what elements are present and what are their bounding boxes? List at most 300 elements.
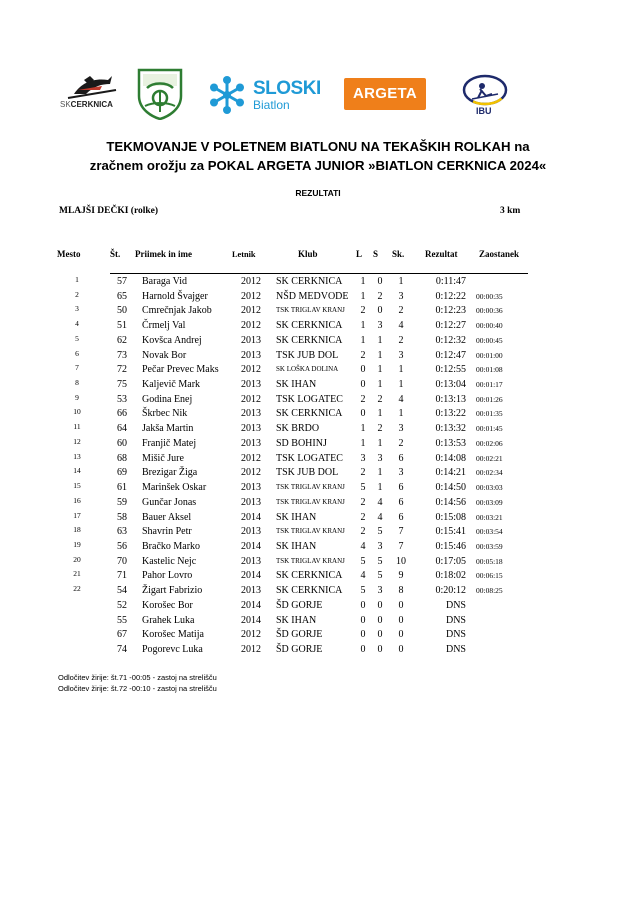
table-row xyxy=(0,512,636,527)
bib-cell: 55 xyxy=(117,614,127,626)
table-row xyxy=(0,320,636,335)
gap-cell: 00:00:35 xyxy=(476,291,503,301)
result-cell: 0:12:32 xyxy=(435,334,466,346)
total-misses-cell: 6 xyxy=(398,482,404,494)
table-row xyxy=(0,482,636,497)
header-s: S xyxy=(373,249,379,259)
club-cell: SK LOŠKA DOLINA xyxy=(276,365,339,374)
name-cell: Korošec Matija xyxy=(142,629,204,641)
place-cell: 9 xyxy=(75,392,79,402)
standing-misses-cell: 1 xyxy=(377,379,383,391)
total-misses-cell: 4 xyxy=(398,393,404,405)
place-cell: 13 xyxy=(73,451,81,461)
standing-misses-cell: 3 xyxy=(377,585,383,597)
prone-misses-cell: 0 xyxy=(360,379,366,391)
name-cell: Marinšek Oskar xyxy=(142,482,207,494)
club-cell: TSK TRIGLAV KRANJ xyxy=(276,527,345,536)
gap-cell: 00:03:09 xyxy=(476,497,503,507)
standing-misses-cell: 1 xyxy=(377,482,383,494)
gap-cell: 00:00:40 xyxy=(476,321,503,331)
prone-misses-cell: 2 xyxy=(360,393,366,405)
results-subtitle: REZULTATI xyxy=(295,188,341,198)
table-row xyxy=(0,423,636,438)
name-cell: Žigart Fabrizio xyxy=(142,585,203,597)
bib-cell: 73 xyxy=(117,349,127,361)
distance-label: 3 km xyxy=(500,206,521,216)
prone-misses-cell: 3 xyxy=(360,452,366,464)
name-cell: Jakša Martin xyxy=(142,423,194,435)
table-row xyxy=(0,291,636,306)
table-row xyxy=(0,570,636,585)
bib-cell: 66 xyxy=(117,408,127,420)
name-cell: Bračko Marko xyxy=(142,540,201,552)
bib-cell: 56 xyxy=(117,540,127,552)
club-cell: TSK TRIGLAV KRANJ xyxy=(276,497,345,506)
prone-misses-cell: 2 xyxy=(360,496,366,508)
club-cell: TSK JUB DOL xyxy=(276,349,339,361)
bib-cell: 71 xyxy=(117,570,127,582)
total-misses-cell: 9 xyxy=(398,570,404,582)
place-cell: 16 xyxy=(73,495,81,505)
year-cell: 2012 xyxy=(241,644,261,655)
bib-cell: 65 xyxy=(117,290,127,302)
standing-misses-cell: 0 xyxy=(377,599,383,611)
club-cell: TSK TRIGLAV KRANJ xyxy=(276,306,345,315)
sk-cerknica-text: SKCERKNICA xyxy=(60,100,113,109)
gap-cell: 00:03:03 xyxy=(476,483,503,493)
name-cell: Kovšca Andrej xyxy=(142,334,202,346)
total-misses-cell: 1 xyxy=(398,276,404,287)
place-cell: 3 xyxy=(75,304,79,314)
result-cell: 0:15:41 xyxy=(435,526,466,538)
prone-misses-cell: 1 xyxy=(360,423,366,435)
table-row xyxy=(0,394,636,409)
result-cell: DNS xyxy=(445,599,466,611)
year-cell: 2013 xyxy=(241,437,261,449)
header-ime: Priimek in ime xyxy=(135,249,192,259)
result-cell: 0:15:46 xyxy=(435,540,466,552)
club-cell: ŠD GORJE xyxy=(276,599,323,611)
prone-misses-cell: 1 xyxy=(360,290,366,302)
result-cell: DNS xyxy=(445,614,466,626)
table-row xyxy=(0,629,636,644)
prone-misses-cell: 1 xyxy=(360,320,366,332)
place-cell: 14 xyxy=(73,466,81,476)
total-misses-cell: 7 xyxy=(398,540,404,552)
name-cell: Novak Bor xyxy=(142,349,187,361)
standing-misses-cell: 1 xyxy=(377,364,383,376)
skier-icon xyxy=(60,72,126,102)
name-cell: Cmrečnjak Jakob xyxy=(142,305,212,317)
result-cell: 0:12:47 xyxy=(435,349,466,361)
standing-misses-cell: 0 xyxy=(377,644,383,655)
result-cell: 0:12:22 xyxy=(435,290,466,302)
year-cell: 2013 xyxy=(241,408,261,420)
gap-cell: 00:01:45 xyxy=(476,424,503,434)
place-cell: 6 xyxy=(75,348,79,358)
result-cell: 0:20:12 xyxy=(435,585,466,597)
club-cell: SK CERKNICA xyxy=(276,276,343,287)
place-cell: 7 xyxy=(75,363,79,373)
page-title-line-1: TEKMOVANJE V POLETNEM BIATLONU NA TEKAŠKIH ROLKAH na xyxy=(106,139,530,154)
year-cell: 2013 xyxy=(241,526,261,538)
result-cell: 0:14:50 xyxy=(435,482,466,494)
gap-cell: 00:01:00 xyxy=(476,350,503,360)
club-cell: SK IHAN xyxy=(276,540,317,552)
total-misses-cell: 6 xyxy=(398,496,404,508)
year-cell: 2013 xyxy=(241,423,261,435)
bib-cell: 57 xyxy=(117,276,127,287)
year-cell: 2013 xyxy=(241,482,261,494)
name-cell: Gunčar Jonas xyxy=(142,496,197,508)
municipality-crest-logo xyxy=(137,68,183,120)
standing-misses-cell: 0 xyxy=(377,276,383,287)
table-row xyxy=(0,379,636,394)
year-cell: 2013 xyxy=(241,379,261,391)
prone-misses-cell: 1 xyxy=(360,276,366,287)
name-cell: Franjič Matej xyxy=(142,437,197,449)
club-cell: TSK TRIGLAV KRANJ xyxy=(276,483,345,492)
table-row xyxy=(0,276,636,291)
bib-cell: 72 xyxy=(117,364,127,376)
name-cell: Kaljevič Mark xyxy=(142,379,201,391)
year-cell: 2012 xyxy=(241,276,261,287)
table-row xyxy=(0,615,636,630)
year-cell: 2013 xyxy=(241,349,261,361)
table-row xyxy=(0,585,636,600)
standing-misses-cell: 4 xyxy=(377,511,383,523)
name-cell: Brezigar Žiga xyxy=(142,467,198,479)
header-klub: Klub xyxy=(298,249,318,259)
name-cell: Pogorevc Luka xyxy=(142,644,203,655)
result-cell: 0:14:21 xyxy=(435,467,466,479)
gap-cell: 00:00:45 xyxy=(476,335,503,345)
standing-misses-cell: 0 xyxy=(377,614,383,626)
prone-misses-cell: 0 xyxy=(360,629,366,641)
standing-misses-cell: 3 xyxy=(377,540,383,552)
name-cell: Bauer Aksel xyxy=(142,511,192,523)
gap-cell: 00:02:34 xyxy=(476,468,503,478)
prone-misses-cell: 5 xyxy=(360,482,366,494)
result-cell: 0:18:02 xyxy=(435,570,466,582)
bib-cell: 64 xyxy=(117,423,127,435)
total-misses-cell: 1 xyxy=(398,408,404,420)
result-cell: 0:13:22 xyxy=(435,408,466,420)
standing-misses-cell: 5 xyxy=(377,526,383,538)
year-cell: 2014 xyxy=(241,511,261,523)
bib-cell: 74 xyxy=(117,644,127,655)
bib-cell: 68 xyxy=(117,452,127,464)
gap-cell: 00:08:25 xyxy=(476,586,503,596)
prone-misses-cell: 2 xyxy=(360,467,366,479)
table-row xyxy=(0,364,636,379)
gap-cell: 00:06:15 xyxy=(476,571,503,581)
bib-cell: 63 xyxy=(117,526,127,538)
biatlon-text: Biatlon xyxy=(253,98,290,112)
total-misses-cell: 3 xyxy=(398,349,404,361)
bib-cell: 53 xyxy=(117,393,127,405)
name-cell: Mišič Jure xyxy=(142,452,184,464)
sk-cerknica-logo xyxy=(60,72,126,114)
gap-cell: 00:01:26 xyxy=(476,394,503,404)
table-row xyxy=(0,335,636,350)
place-cell: 17 xyxy=(73,510,81,520)
place-cell: 19 xyxy=(73,539,81,549)
total-misses-cell: 0 xyxy=(398,644,404,655)
bib-cell: 67 xyxy=(117,629,127,641)
header-rezultat: Rezultat xyxy=(425,249,458,259)
category-label: MLAJŠI DEČKI (rolke) xyxy=(59,206,159,216)
table-row xyxy=(0,644,636,659)
club-cell: SK CERKNICA xyxy=(276,585,343,597)
sloski-biatlon-logo xyxy=(204,70,322,118)
year-cell: 2012 xyxy=(241,290,261,302)
place-cell: 21 xyxy=(73,569,81,579)
place-cell: 4 xyxy=(75,319,79,329)
result-cell: 0:12:55 xyxy=(435,364,466,376)
snowflake-icon xyxy=(204,72,250,118)
bib-cell: 58 xyxy=(117,511,127,523)
table-row xyxy=(0,350,636,365)
header-st: Št. xyxy=(110,249,121,259)
place-cell: 10 xyxy=(73,407,81,417)
prone-misses-cell: 0 xyxy=(360,364,366,376)
header-zaostanek: Zaostanek xyxy=(479,249,520,259)
table-row xyxy=(0,600,636,615)
standing-misses-cell: 1 xyxy=(377,334,383,346)
place-cell: 1 xyxy=(75,275,79,284)
bib-cell: 54 xyxy=(117,585,127,597)
result-cell: DNS xyxy=(445,629,466,641)
total-misses-cell: 3 xyxy=(398,467,404,479)
table-row xyxy=(0,453,636,468)
club-cell: SK IHAN xyxy=(276,511,317,523)
gap-cell: 00:00:36 xyxy=(476,306,503,316)
year-cell: 2012 xyxy=(241,320,261,332)
club-cell: TSK TRIGLAV KRANJ xyxy=(276,556,345,565)
total-misses-cell: 10 xyxy=(396,555,406,567)
name-cell: Črmelj Val xyxy=(142,320,186,332)
place-cell: 8 xyxy=(75,378,79,388)
page-title-line-2: zračnem orožju za POKAL ARGETA JUNIOR »BIATLON CERKNICA 2024« xyxy=(89,158,547,173)
prone-misses-cell: 2 xyxy=(360,349,366,361)
club-cell: SK CERKNICA xyxy=(276,570,343,582)
prone-misses-cell: 4 xyxy=(360,540,366,552)
club-cell: SK IHAN xyxy=(276,614,317,626)
ibu-logo xyxy=(460,72,510,120)
place-cell: 22 xyxy=(73,584,81,594)
total-misses-cell: 3 xyxy=(398,423,404,435)
table-row xyxy=(0,305,636,320)
place-cell: 20 xyxy=(73,554,81,564)
place-cell: 12 xyxy=(73,436,81,446)
place-cell: 11 xyxy=(73,422,81,432)
standing-misses-cell: 4 xyxy=(377,496,383,508)
result-cell: 0:15:08 xyxy=(435,511,466,523)
prone-misses-cell: 4 xyxy=(360,570,366,582)
result-cell: 0:11:47 xyxy=(435,276,466,287)
result-cell: DNS xyxy=(445,644,466,655)
bib-cell: 60 xyxy=(117,437,127,449)
bib-cell: 61 xyxy=(117,482,127,494)
total-misses-cell: 0 xyxy=(398,629,404,641)
total-misses-cell: 3 xyxy=(398,290,404,302)
club-cell: TSK LOGATEC xyxy=(276,393,343,405)
name-cell: Korošec Bor xyxy=(142,599,193,611)
total-misses-cell: 6 xyxy=(398,452,404,464)
standing-misses-cell: 0 xyxy=(377,305,383,317)
name-cell: Pahor Lovro xyxy=(142,570,193,582)
name-cell: Škrbec Nik xyxy=(142,408,188,420)
total-misses-cell: 0 xyxy=(398,599,404,611)
place-cell: 5 xyxy=(75,333,79,343)
total-misses-cell: 2 xyxy=(398,437,404,449)
result-cell: 0:13:13 xyxy=(435,393,466,405)
club-cell: SK CERKNICA xyxy=(276,320,343,332)
gap-cell: 00:01:17 xyxy=(476,380,503,390)
gap-cell: 00:01:35 xyxy=(476,409,503,419)
header-l: L xyxy=(356,249,363,259)
gap-cell: 00:02:21 xyxy=(476,453,503,463)
year-cell: 2012 xyxy=(241,364,261,376)
crest-icon xyxy=(137,68,183,120)
club-cell: SK CERKNICA xyxy=(276,408,343,420)
year-cell: 2013 xyxy=(241,496,261,508)
prone-misses-cell: 2 xyxy=(360,526,366,538)
table-row xyxy=(0,541,636,556)
year-cell: 2012 xyxy=(241,467,261,479)
place-cell: 18 xyxy=(73,525,81,535)
club-cell: SK CERKNICA xyxy=(276,334,343,346)
total-misses-cell: 0 xyxy=(398,614,404,626)
standing-misses-cell: 1 xyxy=(377,408,383,420)
standing-misses-cell: 2 xyxy=(377,290,383,302)
ibu-text: IBU xyxy=(476,106,492,116)
prone-misses-cell: 0 xyxy=(360,614,366,626)
club-cell: TSK JUB DOL xyxy=(276,467,339,479)
club-cell: SK IHAN xyxy=(276,379,317,391)
header-divider xyxy=(110,273,528,274)
bib-cell: 50 xyxy=(117,305,127,317)
result-cell: 0:12:27 xyxy=(435,320,466,332)
table-row xyxy=(0,467,636,482)
bib-cell: 69 xyxy=(117,467,127,479)
gap-cell: 00:05:18 xyxy=(476,556,503,566)
bib-cell: 62 xyxy=(117,334,127,346)
table-row xyxy=(0,408,636,423)
total-misses-cell: 4 xyxy=(398,320,404,332)
year-cell: 2012 xyxy=(241,452,261,464)
standing-misses-cell: 1 xyxy=(377,467,383,479)
prone-misses-cell: 2 xyxy=(360,511,366,523)
table-row xyxy=(0,526,636,541)
year-cell: 2013 xyxy=(241,585,261,597)
total-misses-cell: 2 xyxy=(398,305,404,317)
gap-cell: 00:03:59 xyxy=(476,541,503,551)
prone-misses-cell: 0 xyxy=(360,599,366,611)
bib-cell: 75 xyxy=(117,379,127,391)
standing-misses-cell: 1 xyxy=(377,349,383,361)
bib-cell: 51 xyxy=(117,320,127,332)
club-cell: SD BOHINJ xyxy=(276,437,327,449)
club-cell: TSK LOGATEC xyxy=(276,452,343,464)
header-sk: Sk. xyxy=(392,249,405,259)
result-cell: 0:13:32 xyxy=(435,423,466,435)
name-cell: Harnold Švajger xyxy=(142,290,208,302)
gap-cell: 00:02:06 xyxy=(476,438,503,448)
total-misses-cell: 1 xyxy=(398,379,404,391)
year-cell: 2014 xyxy=(241,570,261,582)
club-cell: NŠD MEDVODE xyxy=(276,290,349,302)
year-cell: 2012 xyxy=(241,393,261,405)
prone-misses-cell: 2 xyxy=(360,305,366,317)
year-cell: 2013 xyxy=(241,334,261,346)
name-cell: Pečar Prevec Maks xyxy=(142,364,219,376)
jury-note-1: Odločitev žirije: št.71 -00:05 - zastoj na strelišču xyxy=(58,673,217,682)
result-cell: 0:14:08 xyxy=(435,452,466,464)
prone-misses-cell: 1 xyxy=(360,437,366,449)
name-cell: Grahek Luka xyxy=(142,614,195,626)
name-cell: Baraga Vid xyxy=(142,276,188,287)
total-misses-cell: 1 xyxy=(398,364,404,376)
year-cell: 2013 xyxy=(241,555,261,567)
result-cell: 0:13:53 xyxy=(435,437,466,449)
total-misses-cell: 8 xyxy=(398,585,404,597)
ibu-emblem-icon xyxy=(460,72,510,108)
year-cell: 2012 xyxy=(241,629,261,641)
result-cell: 0:13:04 xyxy=(435,379,466,391)
sloski-text: SLOSKI xyxy=(253,78,321,99)
jury-notes xyxy=(58,672,217,694)
table-row xyxy=(0,438,636,453)
bib-cell: 59 xyxy=(117,496,127,508)
standing-misses-cell: 2 xyxy=(377,423,383,435)
standing-misses-cell: 3 xyxy=(377,320,383,332)
argeta-text: ARGETA xyxy=(352,85,418,102)
standing-misses-cell: 5 xyxy=(377,555,383,567)
prone-misses-cell: 1 xyxy=(360,334,366,346)
table-row xyxy=(0,497,636,512)
result-cell: 0:12:23 xyxy=(435,305,466,317)
standing-misses-cell: 5 xyxy=(377,570,383,582)
club-cell: ŠD GORJE xyxy=(276,644,323,655)
argeta-logo xyxy=(344,78,426,110)
year-cell: 2012 xyxy=(241,305,261,317)
gap-cell: 00:01:08 xyxy=(476,365,503,375)
table-row xyxy=(0,556,636,571)
header-letnik: Letnik xyxy=(232,250,256,259)
place-cell: 15 xyxy=(73,481,81,491)
total-misses-cell: 6 xyxy=(398,511,404,523)
name-cell: Godina Enej xyxy=(142,393,193,405)
bib-cell: 70 xyxy=(117,555,127,567)
total-misses-cell: 2 xyxy=(398,334,404,346)
prone-misses-cell: 5 xyxy=(360,585,366,597)
gap-cell: 00:03:21 xyxy=(476,512,503,522)
standing-misses-cell: 2 xyxy=(377,393,383,405)
year-cell: 2014 xyxy=(241,599,261,611)
standing-misses-cell: 1 xyxy=(377,437,383,449)
place-cell: 2 xyxy=(75,289,79,299)
result-cell: 0:17:05 xyxy=(435,555,466,567)
year-cell: 2014 xyxy=(241,540,261,552)
standing-misses-cell: 3 xyxy=(377,452,383,464)
name-cell: Shavrin Petr xyxy=(142,526,192,538)
bib-cell: 52 xyxy=(117,599,127,611)
prone-misses-cell: 0 xyxy=(360,644,366,655)
club-cell: ŠD GORJE xyxy=(276,629,323,641)
total-misses-cell: 7 xyxy=(398,526,404,538)
